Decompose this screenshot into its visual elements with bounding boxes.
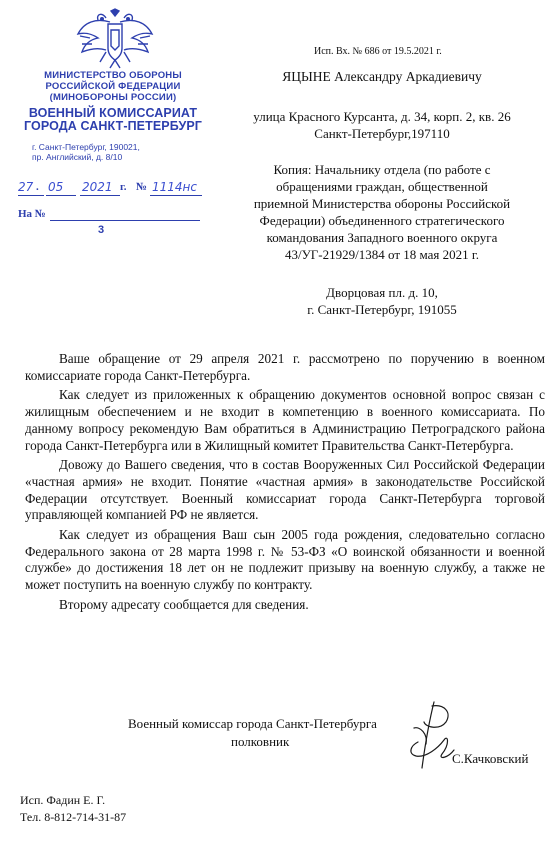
registration-line: 27 . 05 2021 г. № 1114нс [18, 180, 213, 200]
copy-address-line: г. Санкт-Петербург, 191055 [307, 302, 457, 317]
addressee-street: улица Красного Курсанта, д. 34, корп. 2, кв. 26 [253, 109, 511, 124]
ministry-line: (МИНОБОРОНЫ РОССИИ) [49, 92, 177, 103]
double-headed-eagle-emblem [76, 8, 154, 72]
copy-recipient-address [222, 284, 542, 318]
reg-date-month: 05 [48, 180, 64, 194]
signatory-name: С.Качковский [452, 751, 529, 766]
sender-address [32, 142, 140, 162]
reply-to-line [18, 208, 213, 220]
copy-address-line: Дворцовая пл. д. 10, [326, 285, 438, 300]
copy-line: командования Западного военного округа [266, 230, 498, 245]
sheet-number: 3 [98, 224, 105, 236]
copy-line: Федерации) объединенного стратегического [259, 213, 505, 228]
copy-line: Копия: Начальнику отдела (по работе с [273, 162, 491, 177]
copy-recipient [222, 161, 542, 263]
year-suffix: г. [120, 181, 127, 193]
body-paragraph: Как следует из приложенных к обращению документов основной вопрос связан с жилищным обеспечением и не входит в компетенцию в военного комиссариата. По данному вопросу рекомендую Вам обратиться в Администрацию Петроградского района города Санкт-Петербурга или в Жилищный комитет Правительства Санкт-Петербурга. [25, 387, 545, 453]
reg-date-year: 2021 [82, 180, 113, 194]
body-paragraph: Ваше обращение от 29 апреля 2021 г. рассмотрено по поручению в военном комиссариате города Санкт-Петербурга. [25, 351, 545, 383]
commissariat-name [18, 107, 208, 133]
body-paragraph: Второму адресату сообщается для сведения. [59, 596, 309, 612]
addressee-name: ЯЦЫНЕ Александру Аркадиевичу [282, 69, 482, 84]
sender-address-line: пр. Английский, д. 8/10 [32, 152, 123, 162]
reg-number-label: № [136, 181, 148, 193]
ministry-line: РОССИЙСКОЙ ФЕДЕРАЦИИ [45, 81, 181, 92]
commissariat-line: ВОЕННЫЙ КОМИССАРИАТ [28, 106, 198, 120]
letter-body [25, 351, 545, 614]
sender-address-line: г. Санкт-Петербург, 190021, [32, 142, 140, 152]
reg-date-day: 27 [18, 180, 34, 194]
body-paragraph: Довожу до Вашего сведения, что в состав Вооруженных Сил Российской Федерации «частная армия» не входит. Понятие «частная армия» в законодательстве Российской Федерации отсутствует. Военный комиссариат города Санкт-Петербурга торговой управляющей компанией РФ не является. [25, 457, 545, 523]
signatory-rank: полковник [231, 734, 290, 749]
body-paragraph: Как следует из обращения Ваш сын 2005 года рождения, следовательно согласно Федерального закона от 28 марта 1998 г. № 53-ФЗ «О воинской обязанности и военной службе» до достижения 18 лет он не подлежит призыву на военную службу, а также не может поступить на военную службу по контракту. [25, 527, 545, 593]
incoming-reference: Исп. Вх. № 686 от 19.5.2021 г. [314, 46, 442, 57]
executor-phone: Тел. 8-812-714-31-87 [20, 810, 127, 824]
reg-number: 1114нс [152, 180, 197, 194]
signatory-title: Военный комиссар города Санкт-Петербурга [128, 716, 377, 731]
ministry-name [18, 70, 208, 103]
reply-to-label: На № [18, 208, 46, 220]
commissariat-line: ГОРОДА САНКТ-ПЕТЕРБУРГ [24, 119, 202, 133]
handwritten-signature [404, 698, 456, 778]
copy-line: приемной Министерства обороны Российской [253, 196, 511, 211]
addressee-city: Санкт-Петербург,197110 [314, 126, 450, 141]
ministry-line: МИНИСТЕРСТВО ОБОРОНЫ [44, 70, 182, 81]
copy-line: обращениями граждан, общественной [276, 179, 488, 194]
copy-line: 43/УГ-21929/1384 от 18 мая 2021 г. [284, 247, 480, 262]
executor-name: Исп. Фадин Е. Г. [20, 793, 106, 807]
